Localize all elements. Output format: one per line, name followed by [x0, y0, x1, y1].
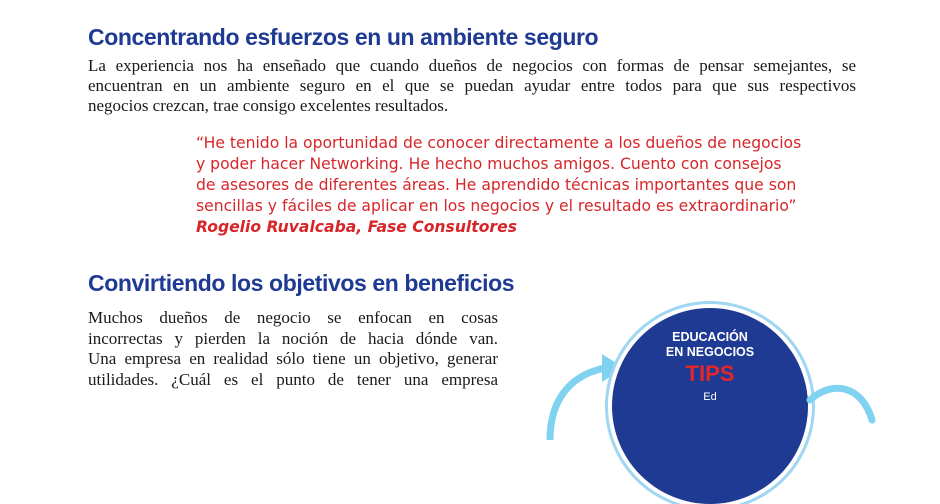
paragraph-line: La experiencia nos ha enseñado que cuando dueños de negocios con formas de pensar semejantes, se [88, 56, 856, 75]
quote-line: de asesores de diferentes áreas. He aprendido técnicas importantes que son [196, 176, 797, 194]
tips-badge [612, 308, 808, 504]
paragraph-line: utilidades. ¿Cuál es el punto de tener una empresa [88, 369, 498, 389]
quote-line: y poder hacer Networking. He hecho muchos amigos. Cuento con consejos [196, 155, 782, 173]
tips-graphic [520, 300, 880, 403]
paragraph-line: encuentran en un ambiente seguro en el que se puedan ayudar entre todos para que sus respectivos [88, 76, 856, 95]
quote-line: sencillas y fáciles de aplicar en los negocios y el resultado es extraordinario” [196, 197, 797, 215]
badge-line: EDUCACIÓN [672, 330, 748, 344]
quote-line: “He tenido la oportunidad de conocer directamente a los dueños de negocios [196, 134, 802, 152]
testimonial-quote [196, 133, 896, 238]
quote-author: Rogelio Ruvalcaba, Fase Consultores [196, 218, 517, 236]
section-paragraph-1 [88, 56, 856, 116]
section-heading-convirtiendo: Convirtiendo los objetivos en beneficios [88, 270, 515, 296]
badge-subtext: Ed [703, 391, 717, 403]
paragraph-line: Muchos dueños de negocio se enfocan en cosas [88, 308, 498, 327]
section-heading-concentrando: Concentrando esfuerzos en un ambiente seguro [88, 24, 599, 50]
curved-arrow-right-icon [802, 360, 882, 460]
paragraph-line: Una empresa en realidad sólo tiene un objetivo, generar [88, 349, 498, 368]
section-paragraph-2 [88, 308, 498, 390]
badge-line: EN NEGOCIOS [665, 345, 755, 359]
paragraph-line: negocios crezcan, trae consigo excelentes resultados. [88, 96, 449, 115]
badge-tips: TIPS [685, 361, 735, 386]
paragraph-line: incorrectas y pierden la noción de hacia dónde van. [88, 328, 498, 348]
